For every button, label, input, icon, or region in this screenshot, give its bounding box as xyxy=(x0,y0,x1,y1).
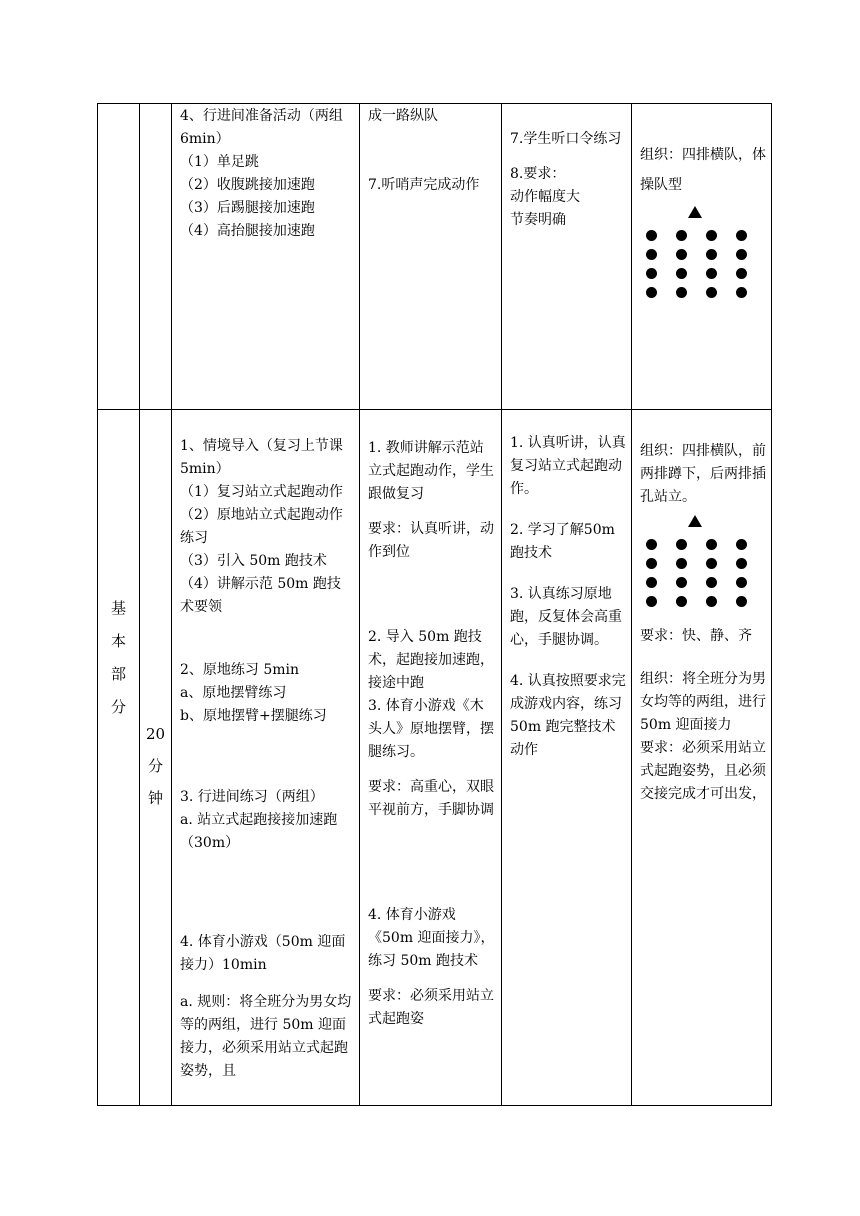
student-dot-icon xyxy=(676,287,687,298)
student-dots xyxy=(646,539,766,607)
teacher-line: 1. 教师讲解示范站立式起跑动作，学生跟做复习 xyxy=(368,440,494,502)
student-line: 动作幅度大 xyxy=(510,189,580,205)
content-line: （1）复习站立式起跑动作 xyxy=(180,484,343,500)
student-dot-icon xyxy=(676,577,687,588)
student-dot-icon xyxy=(706,558,717,569)
table-row-warmup xyxy=(98,104,772,410)
time-char: 20 xyxy=(145,725,166,743)
student-dot-icon xyxy=(646,539,657,550)
teacher-line: 要求：高重心，双眼平视前方，手脚协调 xyxy=(368,779,494,818)
student-dot-icon xyxy=(706,287,717,298)
student-line: 节奏明确 xyxy=(510,212,566,228)
content-line: （2）原地站立式起跑动作练习 xyxy=(180,507,343,546)
student-dot-icon xyxy=(646,287,657,298)
content-line: 4. 体育小游戏（50m 迎面接力）10min xyxy=(180,934,346,973)
teacher-line: 4. 体育小游戏《50m 迎面接力》，练习 50m 跑技术 xyxy=(368,907,495,969)
content-line: 4、行进间准备活动（两组 6min） xyxy=(180,108,343,147)
student-line: 2. 学习了解50m 跑技术 xyxy=(510,522,615,561)
content-line: （3）后踢腿接加速跑 xyxy=(180,200,315,216)
student-dot-icon xyxy=(646,230,657,241)
teacher-line: 2. 导入 50m 跑技术，起跑接加速跑，接途中跑 xyxy=(368,629,494,691)
content-line: （2）收腹跳接加速跑 xyxy=(180,177,315,193)
student-dot-icon xyxy=(706,539,717,550)
student-dot-icon xyxy=(706,268,717,279)
student-dot-icon xyxy=(706,230,717,241)
content-line: a、原地摆臂练习 xyxy=(180,685,287,701)
organization-text: 要求：快、静、齐 xyxy=(640,628,752,644)
table-row-main xyxy=(98,410,772,1106)
organization-text: 要求：必须采用站立式起跑姿势，且必须交接完成才可出发， xyxy=(640,740,766,802)
organization-text: 组织：将全班分为男女均等的两组，进行 50m 迎面接力 xyxy=(640,671,766,733)
student-cell-warmup xyxy=(502,104,632,410)
student-dot-icon xyxy=(646,577,657,588)
content-line: 3. 行进间练习（两组） xyxy=(180,789,324,805)
student-dot-icon xyxy=(706,249,717,260)
content-cell-main xyxy=(172,410,360,1106)
time-cell xyxy=(140,410,172,1106)
student-dot-icon xyxy=(736,596,747,607)
section-cell-empty xyxy=(98,104,140,410)
student-dot-icon xyxy=(676,249,687,260)
teacher-cell-main xyxy=(360,410,502,1106)
student-dot-icon xyxy=(676,230,687,241)
content-line: （1）单足跳 xyxy=(180,154,259,170)
section-char: 基 xyxy=(110,599,126,617)
section-cell xyxy=(98,410,140,1106)
organization-text: 组织：四排横队，体操队型 xyxy=(640,147,766,193)
organization-cell-main xyxy=(632,410,772,1106)
student-cell-main xyxy=(502,410,632,1106)
student-dot-icon xyxy=(736,558,747,569)
section-label xyxy=(98,410,139,724)
student-dot-icon xyxy=(736,249,747,260)
content-line: 2、原地练习 5min xyxy=(180,662,300,678)
student-dot-icon xyxy=(736,268,747,279)
teacher-triangle-icon xyxy=(688,515,702,527)
lesson-plan-table xyxy=(97,103,772,1106)
student-dot-icon xyxy=(736,539,747,550)
content-cell-warmup xyxy=(172,104,360,410)
student-dot-icon xyxy=(736,230,747,241)
student-dot-icon xyxy=(646,596,657,607)
teacher-line: 3. 体育小游戏《木头人》原地摆臂，摆腿练习。 xyxy=(368,698,494,760)
student-dot-icon xyxy=(676,596,687,607)
student-dot-icon xyxy=(736,287,747,298)
organization-cell-warmup xyxy=(632,104,772,410)
student-dot-icon xyxy=(676,558,687,569)
teacher-line: 7.听哨声完成动作 xyxy=(368,177,480,193)
student-line: 1. 认真听讲，认真复习站立式起跑动作。 xyxy=(510,435,626,497)
section-char: 本 xyxy=(110,632,126,650)
student-dot-icon xyxy=(706,596,717,607)
time-char: 分 xyxy=(147,757,163,775)
student-dot-icon xyxy=(736,577,747,588)
content-line: a. 规则：将全班分为男女均等的两组，进行 50m 迎面接力，必须采用站立式起跑姿势，且 xyxy=(180,994,352,1079)
section-char: 部 xyxy=(110,665,126,683)
formation-diagram xyxy=(640,206,766,298)
content-line: 1、情境导入（复习上节课 5min） xyxy=(180,438,343,477)
time-cell-empty xyxy=(140,104,172,410)
student-dot-icon xyxy=(676,268,687,279)
student-line: 4. 认真按照要求完成游戏内容，练习 50m 跑完整技术动作 xyxy=(510,673,626,758)
student-dot-icon xyxy=(646,558,657,569)
organization-text: 组织：四排横队，前两排蹲下，后两排插孔站立。 xyxy=(640,443,766,505)
section-char: 分 xyxy=(110,698,126,716)
teacher-triangle-icon xyxy=(688,206,702,218)
content-line: （4）讲解示范 50m 跑技术要领 xyxy=(180,576,341,615)
teacher-line: 要求：必须采用站立式起跑姿 xyxy=(368,988,494,1027)
teacher-line: 要求：认真听讲，动作到位 xyxy=(368,521,494,560)
student-dot-icon xyxy=(676,539,687,550)
student-line: 7.学生听口令练习 xyxy=(510,131,622,147)
student-dot-icon xyxy=(646,268,657,279)
teacher-cell-warmup xyxy=(360,104,502,410)
content-line: （3）引入 50m 跑技术 xyxy=(180,553,327,569)
student-dot-icon xyxy=(706,577,717,588)
content-line: a. 站立式起跑接接加速跑（30m） xyxy=(180,812,338,851)
student-dots xyxy=(646,230,766,298)
formation-diagram xyxy=(640,515,766,607)
time-label xyxy=(140,410,171,814)
student-dot-icon xyxy=(646,249,657,260)
teacher-line: 成一路纵队 xyxy=(368,108,438,124)
time-char: 钟 xyxy=(147,789,163,807)
content-line: （4）高抬腿接加速跑 xyxy=(180,223,315,239)
content-line: b、原地摆臂+摆腿练习 xyxy=(180,708,327,724)
student-line: 3. 认真练习原地跑，反复体会高重心，手腿协调。 xyxy=(510,586,622,648)
student-line: 8.要求： xyxy=(510,166,566,182)
